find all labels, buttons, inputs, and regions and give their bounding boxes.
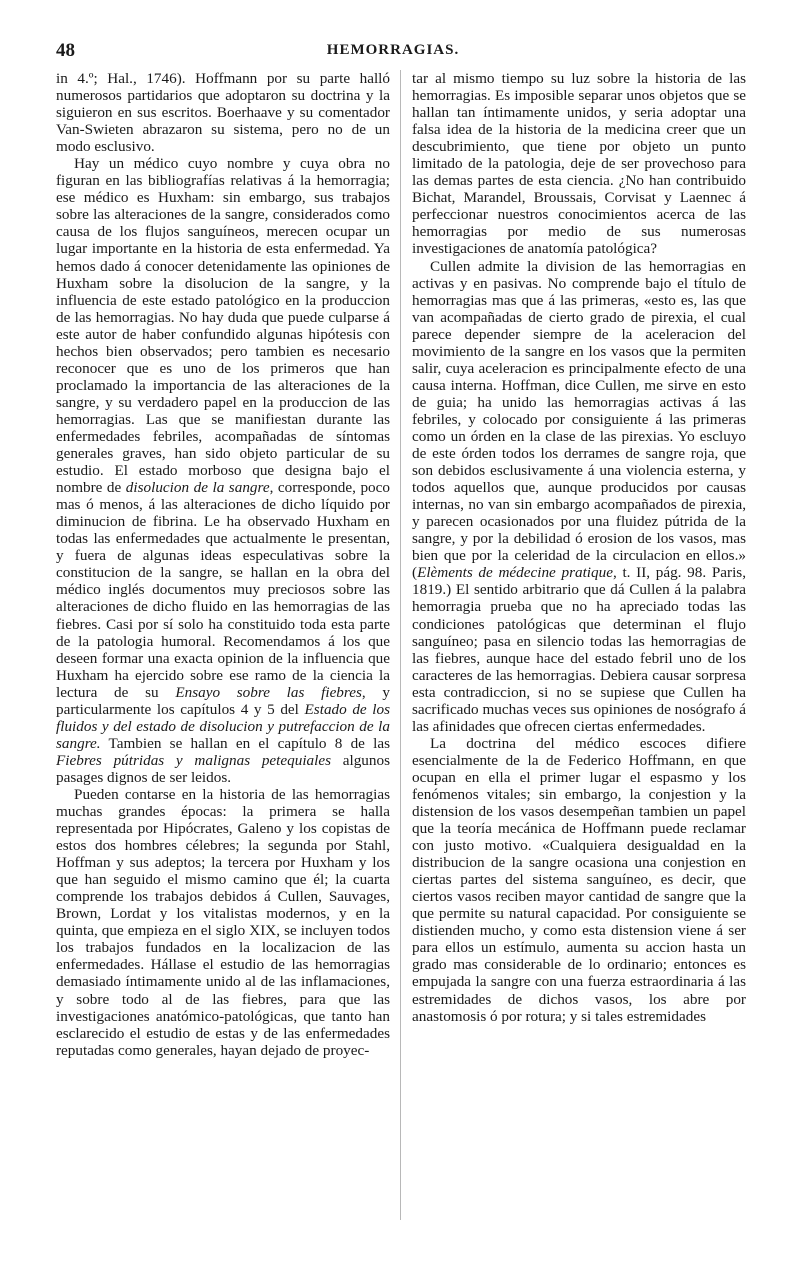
paragraph: Hay un médico cuyo nombre y cuya obra no figuran en las bibliografías relativas á la hemorragia; ese médico es Huxham: sin embargo, sus trabajos sobre las alteraciones de la sangre, considerados como causa de los flujos sanguíneos, merecen ocupar un lugar importante en la historia de esta enfermedad. Ya hemos dado á conocer detenidamente las opiniones de Huxham sobre la disolucion de la sangre, y la influencia de este estado patológico en la produccion de las hemorragias. No hay duda que puede culparse á este autor de haber confundido algunas hipótesis con hechos bien observados; pero tambien es necesario reconocer que es uno de los primeros que han proclamado la importancia de las alteraciones de la sangre, y su verdadero papel en la produccion de las hemorragias. Las que se manifiestan durante las enfermedades febriles, acompañadas de síntomas generales graves, han sido objeto particular de su estudio. El estado morboso que designa bajo el nombre de disolucion de la sangre, corresponde, poco mas ó menos, á las alteraciones de dicho líquido por diminucion de fibrina. Le ha observado Huxham en todas las enfermedades que actualmente le presentan, y fuera de algunas ideas especulativas sobre la constitucion de la sangre, se hallan en la obra del médico inglés documentos muy preciosos sobre las alteraciones de dicho fluido en las hemorragias de las fiebres. Casi por sí solo ha constituido toda esta parte de la patologia humoral. Recomendamos á los que deseen formar una exacta opinion de la influencia que Huxham ha ejercido sobre ese ramo de la ciencia la lectura de su Ensayo sobre las fiebres, y particularmente los capítulos 4 y 5 del Estado de los fluidos y del estado de disolucion y putrefaccion de la sangre. Tambien se hallan en el capítulo 8 de las Fiebres pútridas y malignas petequiales algunos pasages dignos de ser leidos.	[56, 155, 390, 786]
running-head: HEMORRAGIAS.	[326, 42, 460, 58]
paragraph: La doctrina del médico escoces difiere esencialmente de la de Federico Hoffmann, en que ocupan en ella el primer lugar el espasmo y los fenómenos vitales; sin embargo, la conjestion y la distension de los vasos desempeñan tambien un papel que la teoría mecánica de Hoffmann puede reclamar con justo motivo. «Cualquiera desigualdad en la distribucion de la sangre ocasiona una conjestion en ciertas partes del sistema sanguíneo, es decir, que ciertos vasos reciben mayor cantidad de sangre que la que permite su natural capacidad. Por consiguiente se distienden mucho, y como esta distension viene á ser para ellos un estímulo, aumenta su accion hasta un grado mas considerable de lo ordinario; entonces es empujada la sangre con una fuerza estraordinaria á las estremidades de dichos vasos, los abre por anastomosis ó por rotura; y si tales estremidades	[412, 734, 746, 1025]
paragraph: Cullen admite la division de las hemorragias en activas y en pasivas. No comprende bajo el título de hemorragias mas que á las primeras, «esto es, las que van acompañadas de cierto grado de pirexia, el cual parece depender siempre de la aceleracion del movimiento de la sangre en los vasos que la permiten salir, cuya aceleracion es principalmente efecto de una causa interna. Hoffman, dice Cullen, me sirve en esto de guia; ha unido las hemorragias activas á las febriles, y colocado por consiguiente á las primeras como un órden en la clase de las pirexias. Yo escluyo de este órden todos los derrames de sangre roja, que son debidos esclusivamente á una violencia esterna, y todos aquellos que, aunque producidos por causas internas, no van sin embargo acompañados de pirexia, y parecen ocasionados por una fluidez pútrida de la sangre, y por la debilidad ó erosion de los vasos, mas bien que por la celeridad de la circulacion en ellos.» (Elèments de médecine pratique, t. II, pág. 98. Paris, 1819.) El sentido arbitrario que dá Cullen á la palabra hemorragia prueba que no ha apreciado todas las condiciones patológicas que determinan el flujo sanguíneo; pasa en silencio todas las hemorragias de las fiebres, aunque hace del estado febril uno de los caracteres de las hemorragias. Debiera causar sorpresa esta contradiccion, si no se supiese que Cullen ha sacrificado muchas veces sus opiniones de nosógrafo á las afinidades que ofrecen ciertas enfermedades.	[412, 257, 746, 735]
page-number: 48	[56, 40, 75, 61]
left-column	[56, 70, 390, 1250]
column-divider	[400, 70, 401, 1220]
text-columns	[56, 70, 745, 1250]
italic-title: Estado de los fluidos y del estado de disolucion y putrefaccion de la sangre.	[56, 700, 390, 752]
paragraph: Pueden contarse en la historia de las hemorragias muchas grandes épocas: la primera se halla representada por Hipócrates, Galeno y los copistas de estos dos hombres célebres; la segunda por Stahl, Hoffman y sus adeptos; la tercera por Huxham y los que han seguido el mismo camino que él; la cuarta comprende los trabajos debidos á Cullen, Sauvages, Brown, Lordat y los vitalistas modernos, y en la quinta, que empieza en el siglo XIX, se incluyen todos los trabajos fundados en la localizacion de las enfermedades. Hállase el estudio de las hemorragias demasiado íntimamente unido al de las inflamaciones, y sobre todo al de las fiebres, para que las investigaciones anatómico-patológicas, que tanto han esclarecido el estudio de estas y de las enfermedades reputadas como generales, hayan dejado de proyec-	[56, 785, 390, 1059]
italic-title: Ensayo sobre las fiebres	[175, 683, 362, 701]
page-header	[56, 40, 730, 62]
paragraph: tar al mismo tiempo su luz sobre la historia de las hemorragias. Es imposible separar unos objetos que se hallan tan íntimamente unidos, y seria adoptar una falsa idea de la historia de la medicina creer que un descubrimiento, que tiene por objeto un punto limitado de la patologia, deje de ser provechoso para las demas partes de esta ciencia. ¿No han contribuido Bichat, Marandel, Broussais, Corvisat y Laennec á perfeccionar nuestros conocimientos acerca de las hemorragias por medio de sus numerosas investigaciones de anatomía patológica?	[412, 70, 746, 258]
italic-title: Elèments de médecine pratique	[417, 564, 613, 582]
right-column	[412, 70, 746, 1250]
italic-title: Fiebres pútridas y malignas petequiales	[56, 751, 332, 769]
italic-title: disolucion de la sangre	[125, 479, 270, 497]
paragraph: in 4.º; Hal., 1746). Hoffmann por su parte halló numerosos partidarios que adoptaron su doctrina y la siguieron en sus escritos. Boerhaave y su comentador Van-Swieten abrazaron su sistema, pero no de un modo esclusivo.	[56, 70, 390, 156]
